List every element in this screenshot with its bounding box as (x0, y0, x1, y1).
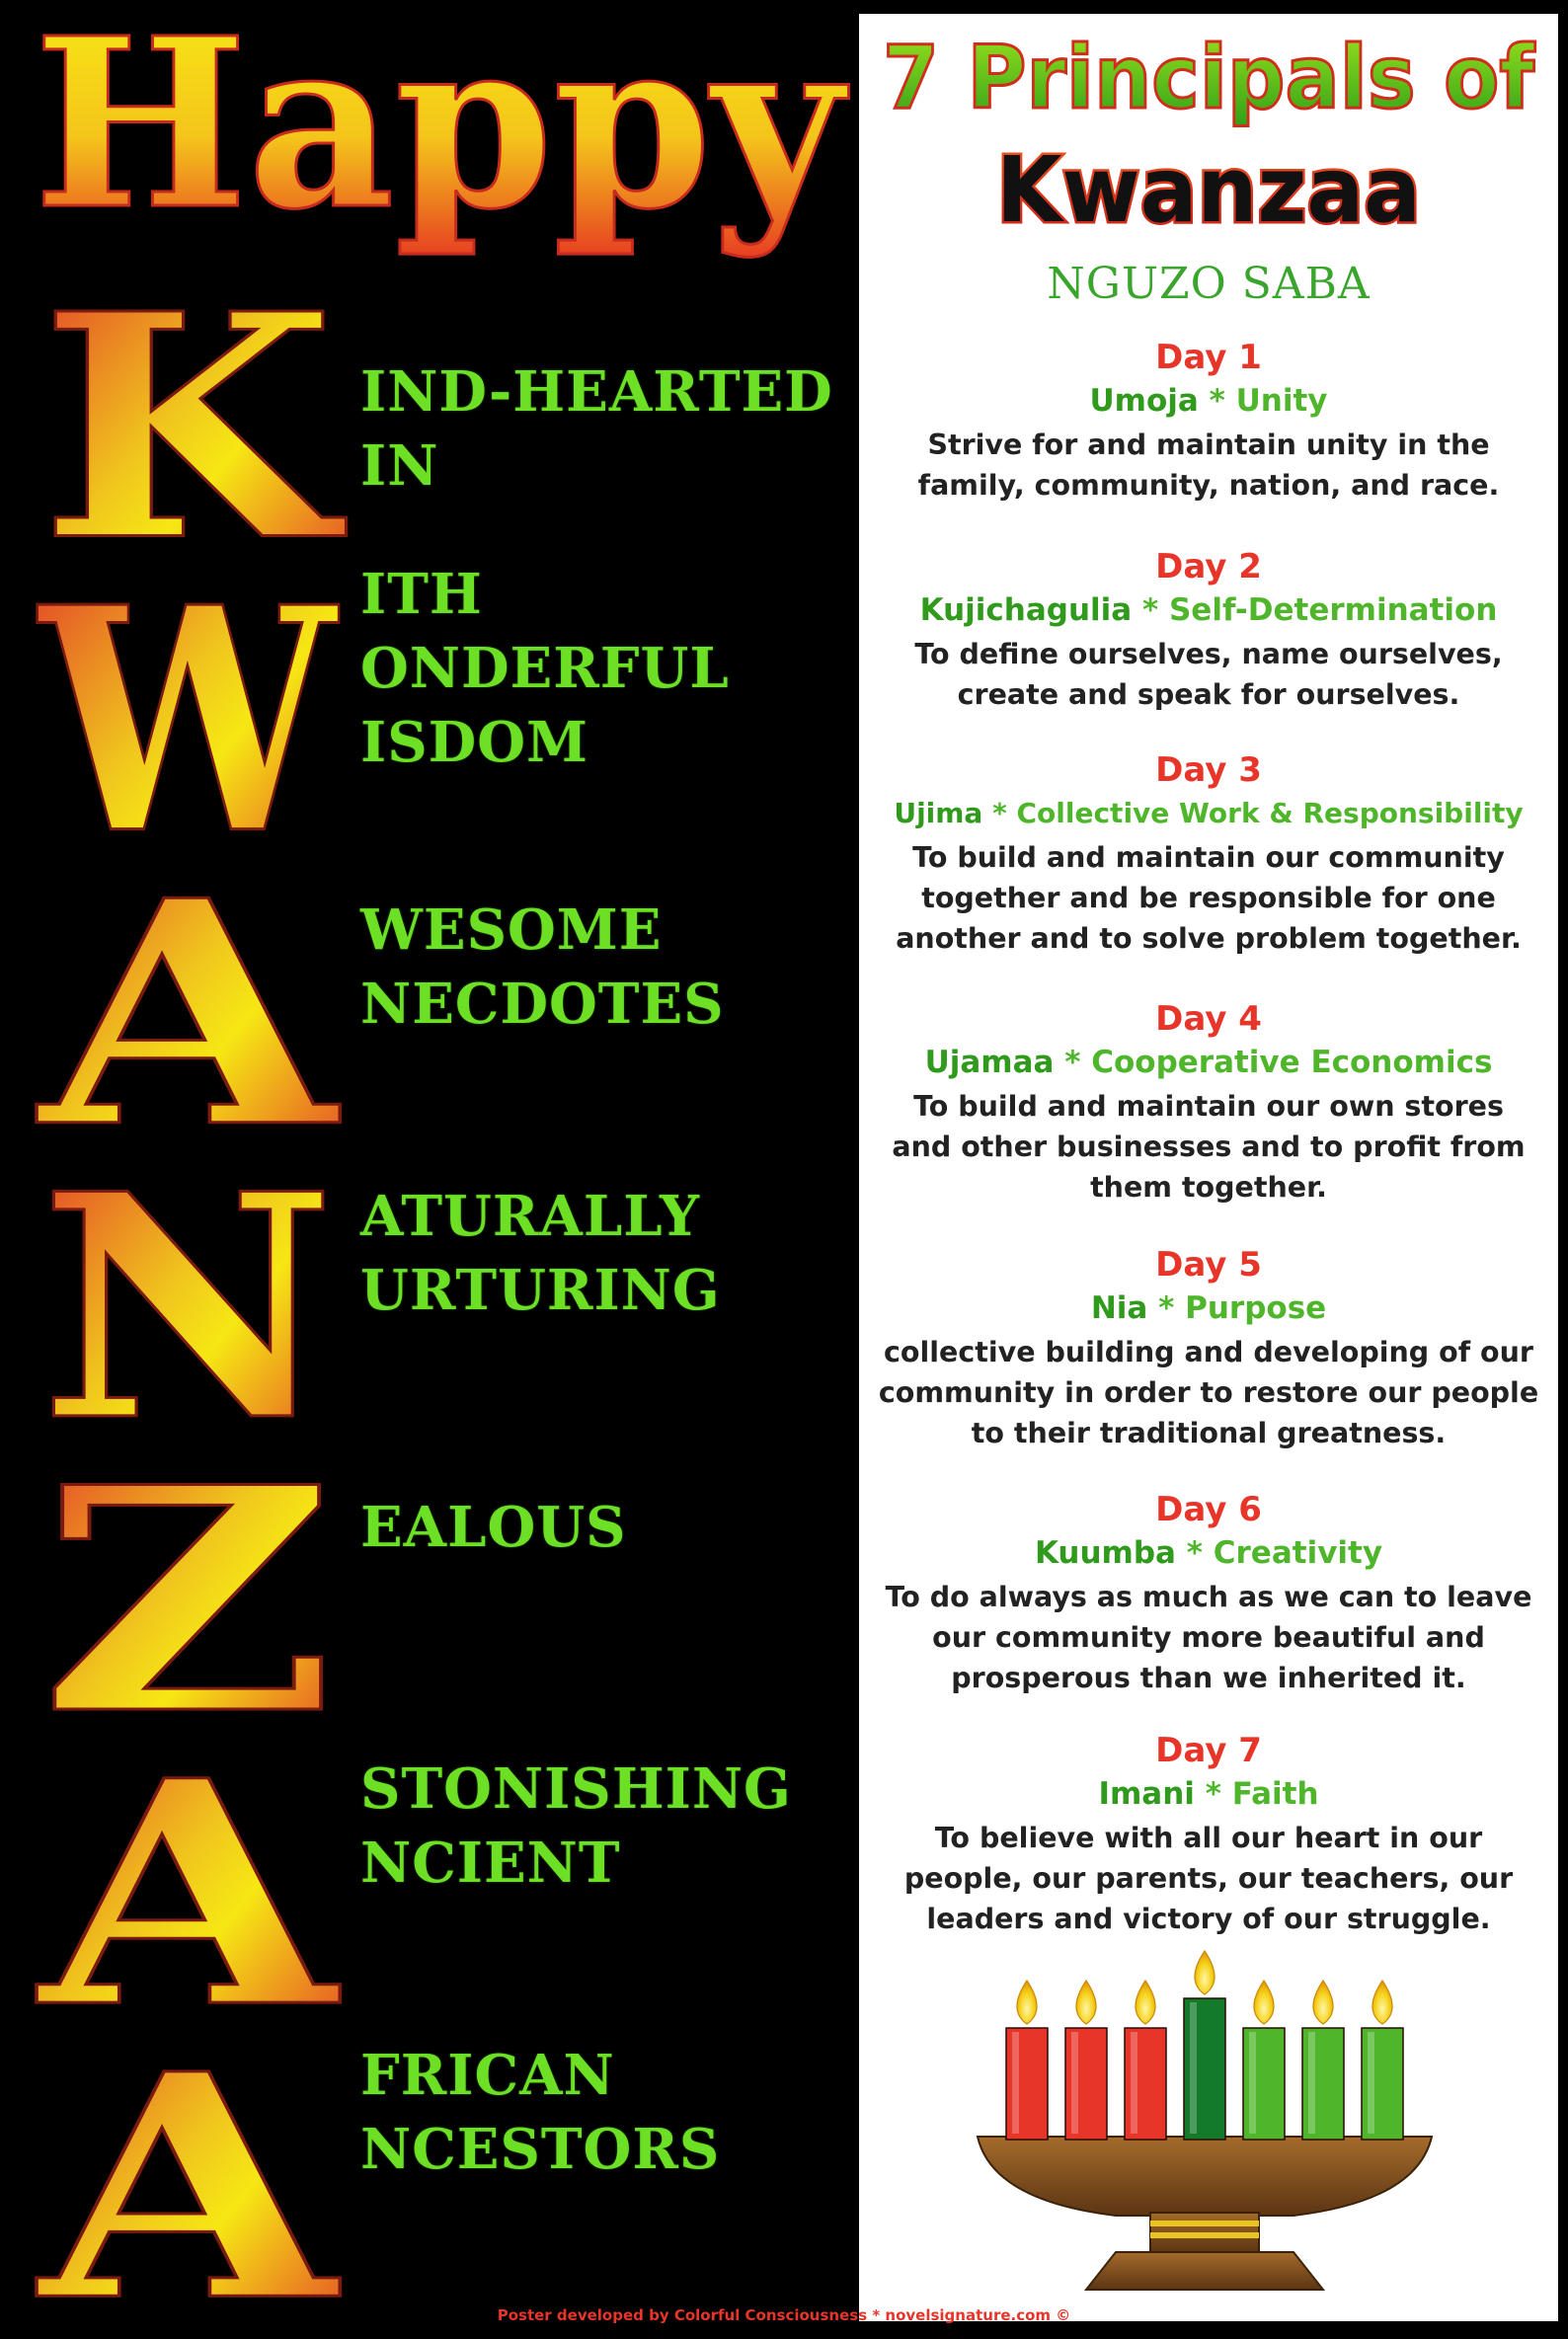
description-line: To build and maintain our own stores (913, 1090, 1504, 1123)
acrostic-word: ITH (360, 562, 483, 627)
description-line: create and speak for ourselves. (957, 678, 1460, 711)
separator-star: * (982, 797, 1017, 829)
big-letter-k-1: K (39, 272, 349, 609)
flame-icon (1017, 1981, 1037, 2024)
acrostic-word: URTURING (360, 1258, 721, 1323)
flame-icon (1136, 1981, 1155, 2024)
principle-meaning: Self-Determination (1168, 592, 1498, 628)
big-letter-a-7: A (33, 2006, 345, 2325)
candle-1 (1006, 1981, 1048, 2140)
happy-text: Happy (34, 10, 849, 261)
principle-meaning: Cooperative Economics (1091, 1045, 1493, 1080)
description-line: collective building and developing of our (884, 1336, 1533, 1368)
flame-icon (1372, 1981, 1392, 2024)
day-label: Day 1 (1155, 338, 1262, 377)
acrostic-word: STONISHING (360, 1756, 792, 1822)
principle-heading (859, 792, 1558, 835)
day-label: Day 3 (1155, 750, 1262, 790)
description-line: To build and maintain our community (912, 841, 1505, 874)
nguzo-saba-subtitle: NGUZO SABA (1047, 259, 1371, 309)
principle-description (859, 1330, 1558, 1453)
candle-5 (1243, 1981, 1285, 2140)
acrostic-word: EALOUS (360, 1495, 627, 1560)
day-label: Day 4 (1155, 999, 1262, 1039)
principle-name: Imani (1098, 1776, 1195, 1812)
flame-icon (1076, 1981, 1096, 2024)
day-5-principle (859, 1243, 1558, 1453)
candle-3 (1125, 1981, 1166, 2140)
principle-meaning: Collective Work & Responsibility (1016, 797, 1524, 829)
acrostic-word: IN (360, 433, 439, 499)
title-line-1: 7 Principals of (883, 27, 1536, 128)
separator-star: * (1194, 1776, 1232, 1812)
acrostic-row-7 (360, 2039, 844, 2187)
day-3-principle (859, 748, 1558, 959)
principle-name: Nia (1090, 1290, 1148, 1326)
principle-heading (859, 1772, 1558, 1816)
acrostic-word: FRICAN (360, 2043, 615, 2108)
title-line-2: Kwanzaa (996, 137, 1421, 241)
acrostic-row-5 (360, 1491, 844, 1565)
principle-description (859, 1084, 1558, 1208)
principle-name: Ujima (894, 797, 983, 829)
description-line: community in order to restore our people (878, 1376, 1539, 1409)
day-1-principle (859, 336, 1558, 506)
description-line: leaders and victory of our struggle. (926, 1903, 1491, 1935)
candle-2 (1065, 1981, 1107, 2140)
principle-description (859, 835, 1558, 959)
acrostic-row-3 (360, 894, 844, 1042)
kwanzaa-vertical-letters (20, 272, 355, 2325)
poster-credit: Poster developed by Colorful Consciousness * novelsignature.com © (497, 2306, 1071, 2324)
principle-heading (859, 1286, 1558, 1330)
principle-heading (859, 588, 1558, 632)
description-line: family, community, nation, and race. (917, 469, 1500, 502)
description-line: them together. (1090, 1171, 1327, 1204)
big-letter-a-3: A (33, 832, 345, 1196)
day-6-principle (859, 1488, 1558, 1698)
principle-name: Umoja (1089, 383, 1199, 419)
principle-name: Kuumba (1034, 1535, 1176, 1571)
big-letter-a-6: A (33, 1713, 345, 2076)
candle-6 (1302, 1981, 1344, 2140)
separator-star: * (1175, 1535, 1214, 1571)
candle-holder (978, 2137, 1432, 2290)
description-line: To define ourselves, name ourselves, (914, 638, 1503, 670)
description-line: To believe with all our heart in our (934, 1822, 1483, 1854)
description-line: another and to solve problem together. (896, 922, 1522, 955)
day-4-principle (859, 997, 1558, 1208)
principle-heading (859, 1041, 1558, 1084)
principle-meaning: Purpose (1185, 1290, 1327, 1326)
day-2-principle (859, 545, 1558, 715)
happy-heading (30, 10, 859, 286)
acrostic-word: NCESTORS (360, 2117, 721, 2182)
acrostic-word: IND-HEARTED (360, 359, 833, 425)
acrostic-row-4 (360, 1180, 844, 1328)
day-label: Day 5 (1155, 1245, 1262, 1285)
principle-meaning: Creativity (1213, 1535, 1383, 1571)
description-line: and other businesses and to profit from (892, 1131, 1526, 1163)
acrostic-word: ONDERFUL (360, 636, 730, 701)
separator-star: * (1132, 592, 1169, 628)
principle-name: Kujichagulia (919, 592, 1133, 628)
big-letter-w-2: W (35, 539, 341, 902)
candle-7 (1362, 1981, 1403, 2140)
principle-name: Ujamaa (924, 1045, 1055, 1080)
acrostic-word: ISDOM (360, 710, 588, 775)
acrostic-word: ATURALLY (360, 1184, 701, 1249)
separator-star: * (1054, 1045, 1092, 1080)
principle-description (859, 1816, 1558, 1939)
acrostic-row-6 (360, 1753, 844, 1901)
acrostic-word: NCIENT (360, 1831, 621, 1896)
principles-panel (859, 14, 1558, 2321)
day-label: Day 2 (1155, 547, 1262, 586)
acrostic-word: WESOME (360, 897, 663, 963)
description-line: people, our parents, our teachers, our (903, 1862, 1514, 1895)
acrostic-row-1 (360, 355, 844, 504)
acrostic-row-2 (360, 558, 844, 780)
principle-description (859, 632, 1558, 715)
flame-icon (1254, 1981, 1274, 2024)
day-7-principle (859, 1729, 1558, 1939)
principle-description (859, 1575, 1558, 1698)
principles-title (859, 14, 1558, 241)
kinara-illustration (968, 1944, 1442, 2300)
principle-meaning: Unity (1235, 383, 1328, 419)
description-line: Strive for and maintain unity in the (927, 429, 1490, 461)
day-label: Day 6 (1155, 1490, 1262, 1529)
description-line: together and be responsible for one (921, 882, 1496, 914)
principle-description (859, 423, 1558, 506)
principle-meaning: Faith (1231, 1776, 1319, 1812)
candle-4 (1184, 1951, 1225, 2140)
big-letter-n-4: N (39, 1126, 336, 1489)
principle-heading (859, 379, 1558, 423)
candles (1006, 1951, 1403, 2140)
flame-icon (1195, 1951, 1215, 1994)
description-line: our community more beautiful and (932, 1621, 1485, 1654)
separator-star: * (1198, 383, 1236, 419)
acrostic-word: NECDOTES (360, 972, 725, 1037)
description-line: to their traditional greatness. (971, 1417, 1447, 1449)
separator-star: * (1147, 1290, 1186, 1326)
description-line: To do always as much as we can to leave (885, 1581, 1532, 1613)
principle-heading (859, 1531, 1558, 1575)
day-label: Day 7 (1155, 1731, 1262, 1770)
description-line: prosperous than we inherited it. (951, 1662, 1466, 1694)
flame-icon (1313, 1981, 1333, 2024)
big-letter-z-5: Z (39, 1420, 336, 1782)
